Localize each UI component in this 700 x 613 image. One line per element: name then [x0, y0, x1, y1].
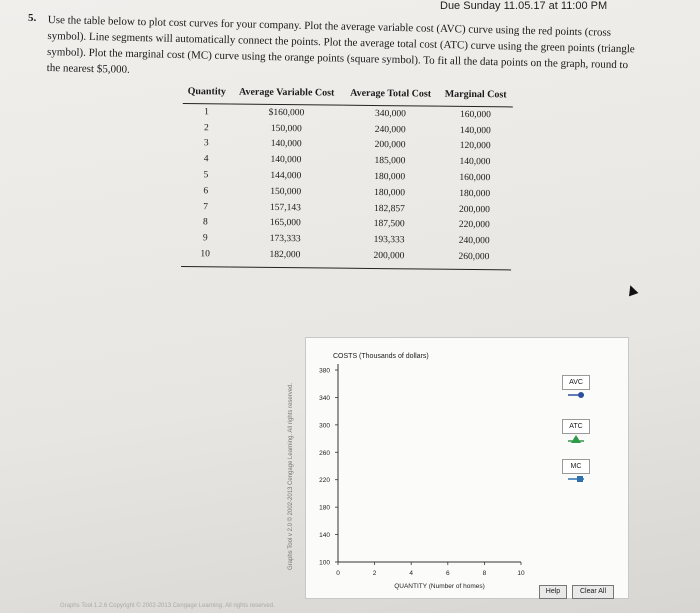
table-cell: 157,143 — [270, 202, 301, 213]
table-cell: 220,000 — [458, 220, 490, 231]
y-tick-label: 260 — [319, 449, 330, 457]
question-text: Use the table below to plot cost curves for your company. Plot the average variable cost (AVC) curve using the red points (cross symbol). Line segments will automatically connect the points. Plot the average total cost (ATC) curve using the green points (triangle symbol). Plot the marginal cost (MC) curve using the orange points (square symbol). To fit all the data points on the graph, round to the nearest $5,000. — [46, 13, 635, 76]
clear-all-button[interactable]: Clear All — [572, 585, 614, 599]
x-tick-label: 0 — [336, 570, 340, 577]
table-cell: 165,000 — [269, 218, 301, 229]
table-cell: 185,000 — [374, 156, 406, 167]
table-cell: 240,000 — [374, 124, 406, 136]
table-cell: 5 — [203, 170, 209, 181]
x-tick-label: 8 — [482, 570, 487, 577]
table-cell: 340,000 — [374, 108, 406, 120]
table-cell: 193,333 — [373, 235, 405, 246]
col-header-avc: Average Variable Cost — [231, 85, 343, 106]
table-cell: 7 — [203, 201, 209, 212]
table-cell: 180,000 — [374, 187, 406, 199]
table-cell: 150,000 — [270, 186, 302, 198]
table-cell: 173,333 — [269, 234, 301, 245]
col-header-mc: Marginal Cost — [438, 87, 513, 107]
help-button[interactable]: Help — [539, 585, 567, 599]
table-cell: 144,000 — [270, 170, 302, 182]
table-cell: 9 — [202, 233, 208, 244]
col-header-atc: Average Total Cost — [343, 86, 439, 107]
table-cell: 4 — [203, 154, 209, 165]
legend-avc-label[interactable]: AVC — [562, 375, 590, 390]
table-cell: $160,000 — [268, 107, 305, 119]
table-cell: 160,000 — [459, 172, 491, 184]
avc-cross-icon[interactable] — [568, 390, 584, 400]
y-tick-label: 300 — [319, 422, 330, 430]
table-cell: 140,000 — [270, 155, 302, 166]
y-tick-label: 140 — [319, 532, 330, 540]
table-cell: 6 — [203, 186, 209, 197]
copyright-side-text: Graphs Tool v 2.0 © 2002-2013 Cengage Learning. All rights reserved. — [288, 382, 294, 570]
y-tick-label: 220 — [319, 477, 330, 485]
mc-square-icon[interactable] — [568, 474, 584, 484]
table-cell: 200,000 — [341, 248, 437, 269]
table-cell: 120,000 — [459, 141, 491, 152]
atc-triangle-icon[interactable] — [568, 434, 584, 444]
x-tick-label: 4 — [409, 570, 414, 577]
cost-table-container — [181, 84, 513, 270]
table-cell: 140,000 — [459, 157, 491, 168]
graph-tool-side-strip — [288, 340, 302, 580]
x-axis-title: QUANTITY (Number of homes) — [394, 583, 485, 590]
table-cell: 187,500 — [373, 219, 405, 230]
table-cell: 200,000 — [374, 140, 406, 151]
legend-atc-label[interactable]: ATC — [562, 419, 590, 434]
table-cell: 240,000 — [458, 236, 490, 247]
cost-table — [181, 84, 513, 270]
table-cell: 182,000 — [229, 247, 341, 268]
footer-copyright: Graphs Tool 1.2.6 Copyright © 2002-2013 Cengage Learning. All rights reserved. — [60, 603, 275, 609]
col-header-quantity: Quantity — [183, 84, 231, 104]
table-cell: 140,000 — [270, 139, 302, 150]
table-cell: 160,000 — [459, 109, 491, 121]
table-cell: 260,000 — [437, 249, 512, 270]
legend-mc-label[interactable]: MC — [562, 459, 590, 474]
table-cell: 1 — [204, 107, 210, 118]
table-cell: 2 — [203, 122, 209, 133]
x-tick-label: 10 — [517, 570, 525, 577]
table-cell: 180,000 — [374, 172, 406, 183]
question-number: 5. — [28, 12, 37, 24]
y-axis-title: COSTS (Thousands of dollars) — [333, 353, 429, 360]
table-row — [181, 246, 511, 270]
table-cell: 200,000 — [459, 204, 490, 215]
table-cell: 182,857 — [373, 203, 405, 215]
y-tick-label: 180 — [319, 504, 330, 512]
due-date-header: Due Sunday 11.05.17 at 11:00 PM — [440, 0, 608, 12]
table-cell: 150,000 — [270, 123, 302, 134]
y-tick-label: 340 — [319, 394, 330, 402]
table-cell: 180,000 — [459, 188, 491, 200]
table-cell: 8 — [202, 217, 208, 228]
table-cell: 3 — [203, 138, 209, 149]
cost-table-body — [181, 103, 513, 269]
y-tick-label: 100 — [319, 559, 330, 567]
table-cell: 140,000 — [459, 125, 491, 136]
x-tick-label: 6 — [445, 570, 450, 577]
table-cell: 10 — [181, 246, 229, 267]
graph-tool-panel[interactable] — [305, 337, 629, 599]
y-tick-label: 380 — [319, 367, 330, 375]
mouse-cursor-icon — [626, 284, 639, 297]
x-tick-label: 2 — [372, 570, 377, 577]
